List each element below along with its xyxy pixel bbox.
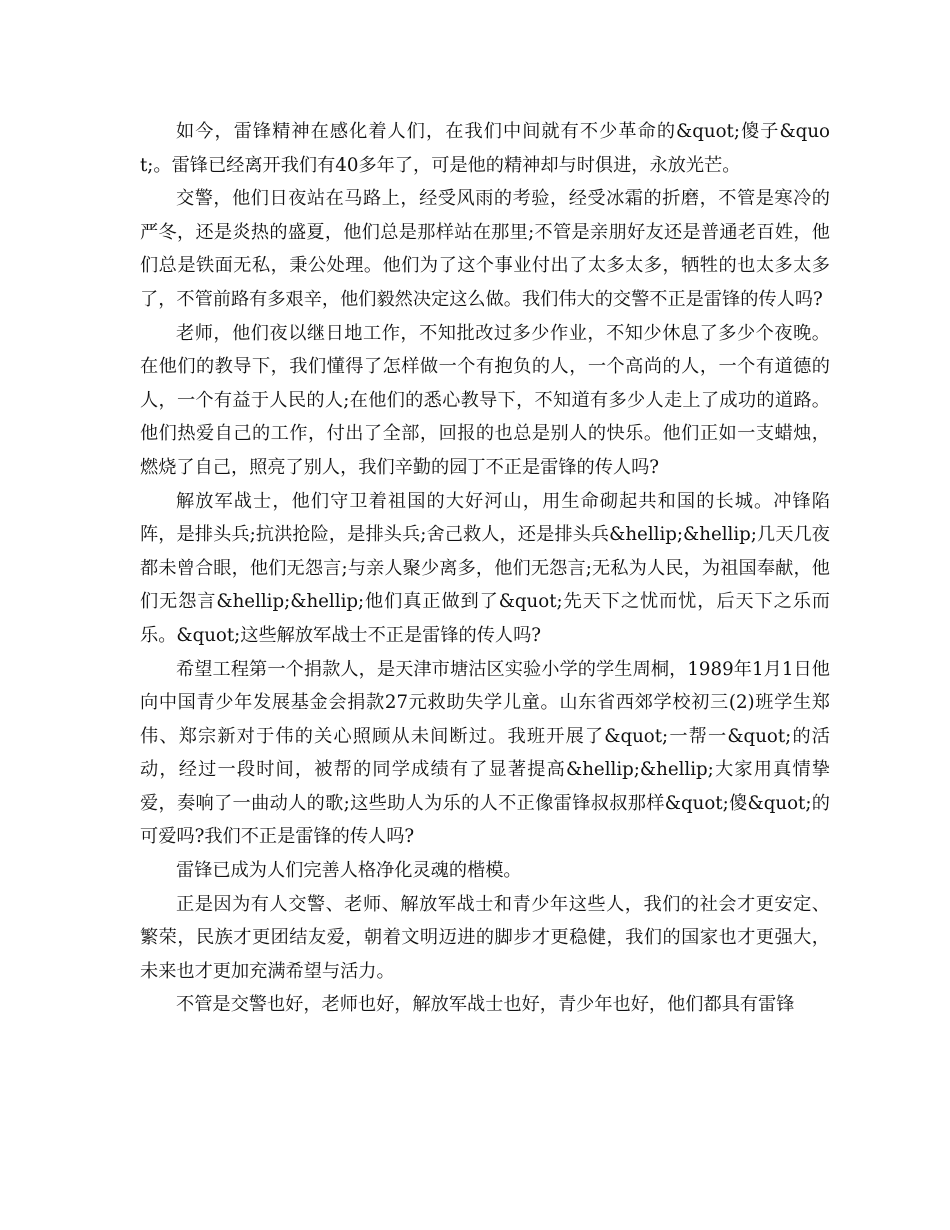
document-page: [140, 115, 830, 1022]
paragraph-soldiers: 解放军战士，他们守卫着祖国的大好河山，用生命砌起共和国的长城。冲锋陷阵，是排头兵;抗洪抢险，是排头兵;舍己救人，还是排头兵&hellip;&hellip;几天几夜都未曾合眼，他们无怨言;与亲人聚少离多，他们无怨言;无私为人民，为祖国奉献，他们无怨言&hellip;&hellip;他们真正做到了&quot;先天下之忧而忧，后天下之乐而乐。&quot;这些解放军战士不正是雷锋的传人吗?: [140, 490, 830, 646]
paragraph-role-model: 雷锋已成为人们完善人格净化灵魂的楷模。: [176, 860, 522, 882]
paragraph-hope-project: 希望工程第一个捐款人，是天津市塘沽区实验小学的学生周桐，1989年1月1日他向中国青少年发展基金会捐款27元救助失学儿童。山东省西郊学校初三(2)班学生郑伟、郑宗新对于伟的关心照顾从未间断过。我班开展了&quot;一帮一&quot;的活动，经过一段时间，被帮的同学成绩有了显著提高&hellip;&hellip;大家用真情挚爱，奏响了一曲动人的歌;这些助人为乐的人不正像雷锋叔叔那样&quot;傻&quot;的可爱吗?我们不正是雷锋的传人吗?: [140, 658, 830, 848]
paragraph-teachers: 老师，他们夜以继日地工作，不知批改过多少作业，不知少休息了多少个夜晚。在他们的教导下，我们懂得了怎样做一个有抱负的人，一个高尚的人，一个有道德的人，一个有益于人民的人;在他们的悉心教导下，不知道有多少人走上了成功的道路。他们热爱自己的工作，付出了全部，回报的也总是别人的快乐。他们正如一支蜡烛，燃烧了自己，照亮了别人，我们辛勤的园丁不正是雷锋的传人吗?: [140, 322, 830, 478]
paragraph-conclusion: 不管是交警也好，老师也好，解放军战士也好，青少年也好，他们都具有雷锋: [176, 994, 795, 1016]
paragraph-intro: 如今，雷锋精神在感化着人们，在我们中间就有不少革命的&quot;傻子&quot;。雷锋已经离开我们有40多年了，可是他的精神却与时俱进，永放光芒。: [140, 121, 830, 176]
paragraph-traffic-police: 交警，他们日夜站在马路上，经受风雨的考验，经受冰霜的折磨，不管是寒冷的严冬，还是炎热的盛夏，他们总是那样站在那里;不管是亲朋好友还是普通老百姓，他们总是铁面无私，秉公处理。他们为了这个事业付出了太多太多，牺牲的也太多太多了，不管前路有多艰辛，他们毅然决定这么做。我们伟大的交警不正是雷锋的传人吗?: [140, 188, 830, 310]
paragraph-society: 正是因为有人交警、老师、解放军战士和青少年这些人，我们的社会才更安定、繁荣，民族才更团结友爱，朝着文明迈进的脚步才更稳健，我们的国家也才更强大，未来也才更加充满希望与活力。: [140, 893, 830, 982]
